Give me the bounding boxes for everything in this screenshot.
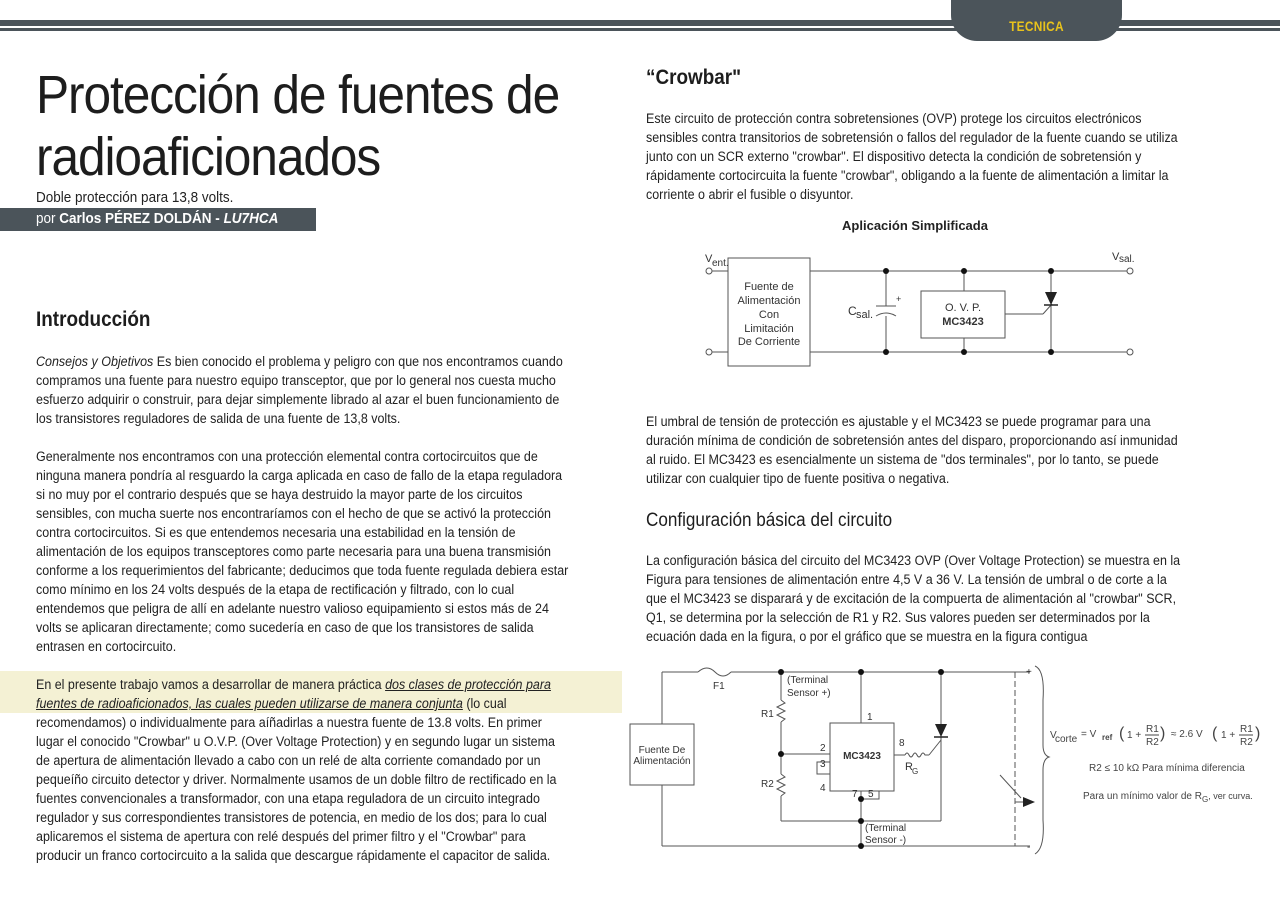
intro-p2-line: volts se aplicaran directamente; como sucedería en caso de que los transistores de salida: [36, 620, 534, 636]
byline-callsign: LU7HCA: [223, 210, 279, 227]
intro-p2-line: conforme a los requerimientos del fabricante; deducimos que toda fuente regulada debiera estar: [36, 563, 569, 579]
ovp-box-line2: MC3423: [942, 316, 984, 328]
intro-p3-line: fuentes convencionales a transformador, con una etapa reguladora de un circuito integrado: [36, 791, 540, 807]
sensor-minus-label: Sensor -): [865, 835, 907, 846]
r1-label: R1: [761, 709, 774, 720]
sensor-plus-label: (Terminal: [787, 675, 829, 686]
note2-subscript: G: [1201, 795, 1209, 804]
vin-subscript: ent.: [712, 258, 729, 269]
figure1-title: Aplicación Simplificada: [842, 218, 988, 233]
supply-box-line: Fuente de: [744, 281, 794, 293]
cap-label: C: [848, 304, 857, 318]
pin-label: 4: [820, 783, 826, 794]
sensor-minus-label: (Terminal: [865, 823, 907, 834]
minus-terminal-label: -: [1027, 842, 1031, 853]
paren-close: ): [1255, 725, 1261, 742]
intro-paragraph-3: [36, 676, 627, 866]
intro-p3-line: producir un franco cortocircuito a la salida que descargue rápidamente el capacitor de salida.: [36, 848, 551, 864]
equation-one-plus: 1 +: [1127, 730, 1142, 741]
crowbar-p2-line: utilizar con cualquier tipo de fuente positiva o negativa.: [646, 471, 950, 487]
vref-subscript: ref: [1102, 733, 1113, 742]
pin-label: 7: [852, 789, 858, 800]
byline-bar: [0, 208, 316, 231]
intro-p2-line: contra cortocircuitos. Si es que entendemos necesaria una estabilidad en la tensión de: [36, 525, 516, 541]
byline-separator: -: [211, 210, 224, 227]
title-line-2: radioaficionados: [36, 127, 381, 187]
pin-label: 3: [820, 759, 826, 770]
intro-p2-line: entendemos que peligra de allí en adelante nuestro valioso equipamiento si estos más de 24: [36, 601, 549, 617]
r2-label: R2: [761, 779, 774, 790]
crowbar-p1-line: junto con un SCR externo "crowbar". El dispositivo detecta la condición de sobretensión y: [646, 149, 1142, 165]
byline-prefix: por: [36, 210, 60, 227]
fuse-label: F1: [713, 681, 725, 692]
text-run: En el presente trabajo vamos a desarrollar de manera práctica: [36, 677, 386, 693]
crowbar-paragraph-2: [646, 413, 1250, 489]
fraction-denominator: R2: [1146, 737, 1159, 748]
intro-heading: Introducción: [36, 308, 151, 331]
equation-lhs: V: [1050, 730, 1057, 741]
intro-p2-line: como mínimo en los 24 volts después de la etapa de rectificación y filtrado, con lo cual: [36, 582, 515, 598]
intro-paragraph-1: [36, 353, 635, 429]
vout-label: V: [1112, 251, 1120, 263]
ovp-box-line1: O. V. P.: [944, 302, 982, 314]
paren-open: (: [1119, 725, 1125, 742]
section-tab: [951, 0, 1122, 41]
ic-label: MC3423: [843, 751, 881, 762]
text-run: Es bien conocido el problema y peligro con que nos encontramos cuando: [153, 354, 563, 370]
config-line: Figura para tensiones de alimentación entre 4,5 V a 36 V. La tensión de umbral o de corte a la: [646, 572, 1167, 588]
intro-lead: Consejos y Objetivos: [36, 354, 154, 370]
fraction-numerator: R1: [1240, 724, 1253, 735]
intro-p2-line: si no muy por el contrario después que se haya destruido la mayor parte de los circuitos: [36, 487, 523, 503]
note2-suffix: , ver curva.: [1208, 791, 1253, 801]
intro-p3-line: [36, 676, 556, 695]
rg-subscript: G: [912, 767, 919, 776]
intro-p3-line: regulador y sus correspondientes transistores de potencia, en medio de los dos; para lo cual: [36, 810, 547, 826]
fraction-numerator: R1: [1146, 724, 1159, 735]
config-line: La configuración básica del circuito del MC3423 OVP (Over Voltage Protection) se muestra en la: [646, 553, 1181, 569]
cap-plus-label: +: [896, 294, 902, 304]
vout-subscript: sal.: [1119, 254, 1135, 265]
equation-lhs-subscript: corte: [1055, 734, 1078, 745]
supply-box-line: Fuente De: [638, 745, 686, 756]
equation-approx: ≈ 2.6 V: [1171, 729, 1203, 740]
pin-label: 5: [868, 789, 874, 800]
intro-p3-line: pequeíño circuito detector y driver. Normalmente usamos de un doble filtro de rectificado en la: [36, 772, 557, 788]
supply-box-line: Alimentación: [737, 295, 801, 307]
supply-box-line: Limitación: [744, 323, 794, 335]
article-title: [36, 64, 559, 188]
figure-basic-circuit: [625, 660, 1280, 860]
crowbar-p1-line: rápidamente cortocircuita la fuente "crowbar", obligando a la fuente de alimentación a limitar la: [646, 168, 1169, 184]
note2-prefix: Para un mínimo valor de R: [1083, 791, 1202, 802]
intro-p3-line: de apertura de alimentación llevado a cabo con un relé de alta corriente comandado por un: [36, 753, 541, 769]
intro-p2-line: alimentación de los equipos transceptores como parte necesaria para una buena transmisión: [36, 544, 551, 560]
crowbar-p1-line: corriente o abrir el fusible o disyuntor.: [646, 187, 854, 203]
text-run: (lo cual: [462, 696, 507, 712]
crowbar-p2-line: al ruido. El MC3423 es esencialmente un sistema de "dos terminales", por lo tanto, se puede: [646, 452, 1159, 468]
intro-p2-line: entrasen en cortocircuito.: [36, 639, 177, 655]
equation-one-plus: 1 +: [1221, 730, 1236, 741]
fraction-denominator: R2: [1240, 737, 1253, 748]
intro-p3-line: aplicaremos el sistema de apertura con relé después del primer filtro y el "Crowbar" para: [36, 829, 526, 845]
title-line-1: Protección de fuentes de: [36, 65, 560, 125]
supply-box-line: Con: [758, 309, 780, 321]
crowbar-p1-line: sensibles contra transitorios de sobretensión o fallos del regulador de la fuente cuando se utiliza: [646, 130, 1178, 146]
byline-author: Carlos PÉREZ DOLDÁN: [59, 210, 212, 227]
paren-open: (: [1212, 725, 1218, 742]
intro-p2-line: sensibles, con mucha suerte nos encontraríamos con el hecho de que se activó la protección: [36, 506, 551, 522]
config-heading: Configuración básica del circuito: [646, 510, 893, 531]
intro-p3-line: lugar el conocido "Crowbar" u O.V.P. (Over Voltage Protection) y en segundo lugar un sistema: [36, 734, 555, 750]
intro-p2-line: ninguna manera pondría al resguardo la carga aplicada en caso de fallo de la etapa reguladora: [36, 468, 563, 484]
equation-equals: = V: [1081, 729, 1097, 740]
emphasized-text: fuentes de radioaficionados, las cuales pueden utilizarse de manera conjunta: [36, 696, 463, 712]
intro-p1-line: los transistores reguladores de salida de una fuente de 13,8 volts.: [36, 411, 401, 427]
pin-label: 8: [899, 738, 905, 749]
paren-close: ): [1160, 725, 1166, 742]
intro-p3-line: [36, 695, 556, 714]
supply-box-line: Alimentación: [633, 756, 691, 767]
figure-simplified-application: [690, 210, 1150, 380]
article-subtitle: Doble protección para 13,8 volts.: [36, 189, 234, 206]
intro-p1-line: esfuerzo adquirir o construir, para dejar simplemente librado al azar el buen funcionamiento de: [36, 392, 560, 408]
crowbar-paragraph-1: [646, 110, 1250, 205]
pin-label: 1: [867, 712, 873, 723]
supply-box-line: De Corriente: [737, 336, 801, 348]
intro-p1-line: compramos una fuente para nuestro equipo transceptor, que por lo general nos cuesta mucho: [36, 373, 556, 389]
section-tab-label: TECNICA: [1009, 18, 1064, 34]
crowbar-p2-line: El umbral de tensión de protección es ajustable y el MC3423 se puede programar para una: [646, 414, 1151, 430]
rg-label: R: [905, 761, 913, 773]
crowbar-heading: “Crowbar": [646, 66, 742, 89]
config-line: Q1, se determina por la selección de R1 y R2. Sus valores pueden ser determinados por la: [646, 610, 1150, 626]
equation-note-2: [1083, 791, 1253, 804]
crowbar-p1-line: Este circuito de protección contra sobretensiones (OVP) protege los circuitos electrónicos: [646, 111, 1142, 127]
plus-terminal-label: +: [1026, 667, 1032, 678]
crowbar-p2-line: duración mínima de condición de sobretensión antes del disparo, proporcionando así inmunidad: [646, 433, 1178, 449]
intro-paragraph-2: [36, 448, 641, 657]
vin-label: V: [705, 253, 713, 265]
config-paragraph: [646, 552, 1253, 647]
config-line: ecuación dada en la figura, o por el gráfico que se muestra en la figura contigua: [646, 629, 1088, 645]
intro-p1-line: [36, 353, 563, 372]
byline-text: [36, 210, 278, 227]
config-line: que el MC3423 se disparará y de excitación de la compuerta de alimentación al "crowbar" SCR,: [646, 591, 1177, 607]
intro-p2-line: Generalmente nos encontramos con una protección elemental contra cortocircuitos que de: [36, 449, 538, 465]
emphasized-text: dos clases de protección para: [385, 677, 551, 693]
intro-p3-line: recomendamos) o individualmente para aíñadirlas a nuestra fuente de 13.8 volts. En primer: [36, 715, 542, 731]
pin-label: 2: [820, 743, 826, 754]
sensor-plus-label: Sensor +): [787, 688, 831, 699]
equation-note-1: R2 ≤ 10 kΩ Para mínima diferencia: [1089, 763, 1245, 774]
cap-subscript: sal.: [856, 309, 874, 321]
